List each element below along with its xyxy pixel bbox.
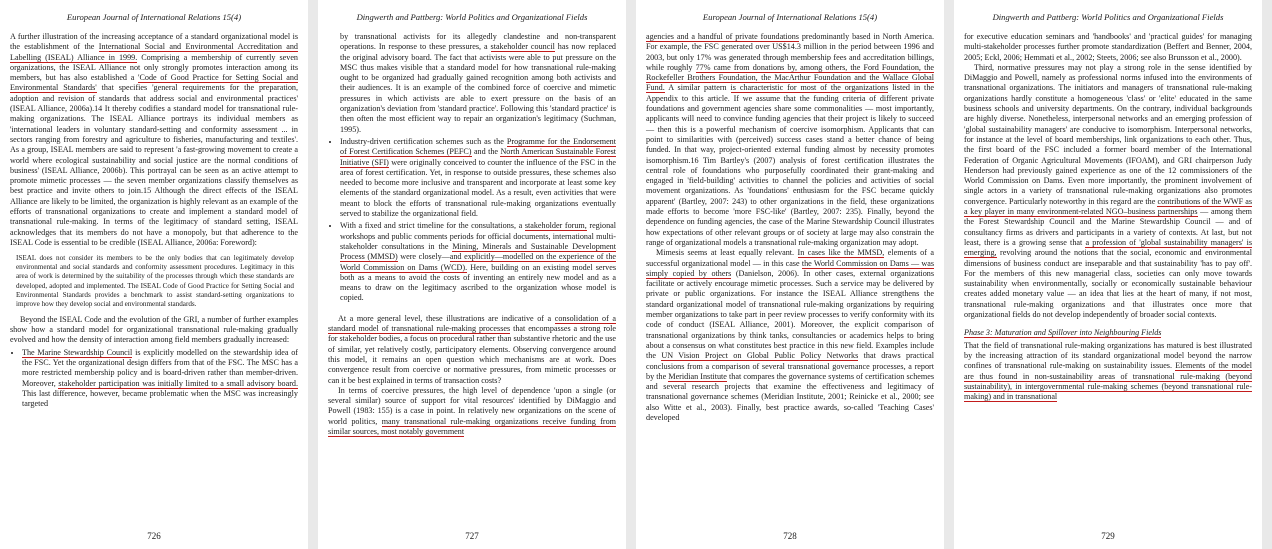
highlight: stakeholder council (490, 42, 555, 52)
paragraph: In terms of coercive pressures, the high level of dependence 'upon a single (or several similar) source of support for vital resources' identified by DiMaggio and Powell (1983: 155) is a case in point. In relatively new organizations on the scene of world politics, many transnational rule-making organizations receive funding from similar sources, most notably government (328, 385, 616, 436)
page-729 (954, 0, 1262, 549)
page-726 (0, 0, 308, 549)
highlight: consolidation of a standard model of transnational rule-making processes (328, 313, 616, 334)
highlight: International Social and Environmental Accreditation and Labelling (ISEAL) Alliance in 1999. (10, 42, 298, 62)
bullet-list (10, 348, 298, 410)
body-text (646, 32, 934, 423)
body-text (328, 32, 616, 437)
running-header: Dingwerth and Pattberg: World Politics and Organizational Fields (992, 12, 1224, 22)
list-item: • With a fixed and strict timeline for the consultations, a stakeholder forum, regional workshops and public comments periods for official documents, international multi-stakeholder consultations in the Mining, Minerals and Sustainable Development Process (MMSD) were closely—and explicitly—modelled on the experience of the World Commission on Dams (WCD). Here, building on an existing model serves both as a means to avoid the costs of inventing an entirely new model and as a means to draw on the legitimacy ascribed to the organization whose model is copied. (340, 221, 616, 303)
highlight: In cases like the MMSD, (797, 248, 885, 258)
running-header: Dingwerth and Pattberg: World Politics and Organizational Fields (356, 12, 588, 22)
highlight: is characteristic for most of the organizations (730, 83, 889, 93)
highlight: North American Sustainable Forest Initiative (SFI) (340, 147, 616, 167)
paragraph: by transnational activists for its allegedly clandestine and non-transparent operations. In response to these pressures, a stakeholder council has now replaced the original advisory board. The fact that activists were able to put pressure on the MSC thus makes visible that a standard model for how transnational rule-making ought to be organized had gradually gained recognition among both activists and their audiences. It is an example of the combined force of coercive and mimetic pressures in which activists are able to exert pressure on the basis of an organization's deviation from 'standard practice'. Following this 'standard practice' is then often the most efficient way to repair an organization's legitimacy (Suchman, 1995). (340, 32, 616, 134)
highlight: and explicitly—modelled on the experience of the World Commission on Dams (WCD). (340, 252, 616, 272)
page-number: 727 (465, 531, 479, 541)
page-728 (636, 0, 944, 549)
page-727 (318, 0, 626, 549)
highlight: a profession of 'global sustainability managers' is emerging, (964, 237, 1252, 258)
highlight: Mining, Minerals and Sustainable Development Process (MMSD) (340, 241, 616, 262)
paragraph: Mimesis seems at least equally relevant. In cases like the MMSD, elements of a successful organizational model — in this case the World Commission on Dams — was simply copied by others (Danielson, 2006). In other cases, external organizations facilitate or actively encourage mimetic processes. Such a service may be delivered by private or public organizations. For instance the ISEAL Alliance strengthens the standard organizational model of transnational rule-making organizations by requiring member organizations to take part in peer review processes to verify conformity with its code of conduct (ISEAL Alliance, 2001). Moreover, the explicit comparison of transnational organizations by think tanks, consultancies or academics helps to bring about a consensus on what constitutes best practice in this new field. Examples include the UN Vision Project on Global Public Policy Networks that draws practical conclusions from a comparison of several transnational governance processes, a report by the Meridian Institute that compares the governance systems of certification schemes and several research projects that examine the effectiveness and legitimacy of transnational governance schemes (Meridian Institute, 2001; Reinicke et al., 2000; see also Witte et al., 2003). Finally, best practice awards, so-called 'Teaching Cases' developed (646, 248, 935, 422)
highlight: many transnational rule-making organizations receive funding from similar sources, most notably government (328, 416, 616, 436)
page-number: 729 (1101, 531, 1115, 541)
highlight: Programme for the Endorsement of Forest Certification Schemes (PEFC) (340, 136, 616, 157)
body-text (10, 32, 298, 409)
paragraph: Beyond the ISEAL Code and the evolution of the GRI, a number of further examples show how a standard model for organizational transnational rule-making gradually evolved and how the density of interaction among field members gradually increased: (10, 314, 298, 345)
highlight: The Marine Stewardship Council (22, 347, 133, 357)
highlight: the World Commission on Dams — was simply copied by others (646, 258, 935, 278)
paragraph: agencies and a handful of private foundations predominantly based in North America. For example, the FSC generated over US$14.3 million in the period between 1996 and 2003, but only 17% was generated through membership fees and accreditation billings, while roughly 77% came from donations by, among others, the Ford Foundation, the Rockefeller Brothers Foundation, the MacArthur Foundation and the Wallace Global Fund. A similar pattern is characteristic for most of the organizations listed in the Appendix to this article. If we assume that the funding criteria of different private foundations and government agencies share some commonalities — most importantly, applicants will need to convince funding agencies that their project is likely to succeed — then this is a powerful mechanism of coercive isomorphism. Applicants that can point to similarities with (perceived) success cases stand a better chance of being funded. In that way, project-oriented external funding almost by necessity promotes isomorphism.16 Tim Bartley's (2007) analysis of forest certification illustrates the central role of foundations who purposefully coordinated their grant-making and engaged in 'field-building' activities to channel the policies and activities of social movement organizations. As 'foundations' enthusiasm for the FSC became quickly apparent' (Bartley, 2007: 243) to other organizations in the field, these organizations made efforts to become 'more FSC-like' (Bartley, 2007: 235). Finally, beyond the dependence on funding agencies, the case of the Marine Stewardship Council illustrates how expectations of other relevant groups or of society at large may also constrain the range of organizational models a transnational rule-making organization may adopt. (646, 32, 934, 247)
running-header: European Journal of International Relations 15(4) (702, 12, 878, 22)
paragraph: That the field of transnational rule-making organizations has matured is best illustrated by the increasing attraction of its standard organizational model beyond the narrow confines of transnational rule-making on sustainability issues. Elements of the model are thus found in non-sustainability areas of transnational rule-making (beyond sustainability), in intergovernmental rule-making schemes (beyond transnational rule-making) and in transnational (964, 340, 1252, 402)
highlight: stakeholder participation was initially limited to a small advisory board. (58, 378, 298, 388)
page-number: 728 (783, 531, 797, 541)
highlight: UN Vision Project on Global Public Policy Networks (661, 351, 859, 361)
section-heading: Phase 3: Maturation and Spillover into Neighbouring Fields (964, 328, 1162, 338)
paragraph: Third, normative pressures may not play a strong role in the sense identified by DiMaggio and Powell, namely as professional norms infused into the environments of transnational organizations. The initiators and managers of transnational rule-making organizations hardly constitute a homogeneous 'class' or 'elite' educated in the same business schools and university departments. On the contrary, individual backgrounds are highly diverse. Nonetheless, interpersonal networks and an emerging profession of 'global sustainability managers' are conducive to isomorphism. Interpersonal networks, for instance at the level of board memberships, link organizations to each other. Thus, the first board of the FSC included a former board member of the International Federation of Organic Agricultural Movements (IFOAM), and GRI chairperson Judy Henderson had previously gained experience as one of the 12 commissioners of the World Commission on Dams. Even more importantly, the prominent involvement of single actors in a variety of transnational rule-making organizations also promotes convergence. Particularly noteworthy in this regard are the contributions of the WWF as a key player in many environment-related NGO–business partnerships — among them the Forest Stewardship Council and the Marine Stewardship Council — and of consultancy firms as drivers and participants in a variety of contexts. At last, but not least, there is a growing sense that a profession of 'global sustainability managers' is emerging, revolving around the notions that the social, economic and environmental dimensions of business conduct are inseparable and that sustainability 'has to pay off'. For the members of this new managerial class, societies can only move towards sustainability when environmentally, socially or economically sustainable behaviour creates added monetary value — an idea that lies at the heart of many, if not most, transnational rule-making organizations and that illustrates once more that organizational fields do not develop independently of broader social contexts. (964, 62, 1252, 320)
bullet-list (328, 137, 616, 304)
running-header: European Journal of International Relations 15(4) (66, 12, 242, 22)
highlight: Elements of the model are thus found in non-sustainability areas of transnational rule-making (beyond sustainability), in intergovernmental rule-making schemes (beyond transnational rule-making) and in transnational (964, 361, 1252, 402)
highlight: contributions of the WWF as a key player in many environment-related NGO–business partnerships (964, 196, 1252, 217)
highlight: agencies and a handful of private foundations (646, 32, 799, 41)
paragraph: At a more general level, these illustrations are indicative of a consolidation of a standard model of transnational rule-making processes that encompasses a strong role for stakeholder bodies, a focus on procedural rather than substantive rhetoric and the use of similar, yet relatively costly, participatory elements. Observing convergence around this model, it remains an open question which mechanisms are at work. Does convergence result from coercive or normative pressures, from mimetic processes or can it be best explained in terms of transaction costs? (328, 313, 616, 385)
list-item: • The Marine Stewardship Council is explicitly modelled on the stewardship idea of the FSC. Yet the organizational design differs from that of the FSC. The MSC has a more restricted membership policy and is board-driven rather than member-driven. Moreover, stakeholder participation was initially limited to a small advisory board. This last difference, however, became problematic when the MSC was increasingly targeted (22, 348, 298, 410)
paragraph: for executive education seminars and 'handbooks' and 'practical guides' for managing multi-stakeholder processes further promote standardization (Beffert and Benner, 2004, 2005; Eckl, 2006; Hemmati et al., 2002; Steets, 2006; see also Brunsson et al., 2000). (964, 32, 1252, 62)
list-item: • Industry-driven certification schemes such as the Programme for the Endorsement of Forest Certification Schemes (PEFC) and the North American Sustainable Forest Initiative (SFI) were originally conceived to counter the influence of the FSC in the area of forest certification. Yet, in response to outside pressures, these schemes also needed to become more inclusive and transparent and incorporate at least some key elements of the standard organizational model. As a result, even activities that were meant to block the efforts of transnational rule-making organizations eventually served to stabilize the organizational field. (340, 137, 616, 219)
page-number: 726 (147, 531, 161, 541)
body-text (964, 32, 1252, 402)
highlight: stakeholder forum, (524, 221, 587, 231)
highlight: Meridian Institute (668, 371, 727, 381)
paragraph: A further illustration of the increasing acceptance of a standard organizational model is the establishment of the International Social and Environmental Accreditation and Labelling (ISEAL) Alliance in 1999. Comprising a membership of currently seven organizations, the ISEAL Alliance not only strongly promotes interaction among its members, but has also established a 'Code of Good Practice for Setting Social and Environmental Standards' that specifies 'general requirements for the preparation, adoption and revision of standards that address social and environmental practices' (ISEAL Alliance, 2006a).14 It thereby codifies a standard model for transnational rule-making organizations. The ISEAL Alliance portrays its individual members as 'international leaders in voluntary standard-setting and conformity assessment ... in sectors ranging from forestry and agriculture to fisheries, manufacturing and textiles'. As a group, ISEAL members are said to represent 'a fast-growing movement to create a world where ecological sustainability and social justice are the normal conditions of business' (ISEAL Alliance, 2006b). This portrayal can be seen as an active attempt to promote mimetic processes — the seven member organizations classify themselves as best practice and invite others to join.15 Although the direct effects of the ISEAL Alliance are likely to be limited, the organization is highly relevant as an example of the efforts of transnational organizations to create and implement a standard model of transnational rule-making. In terms of the legitimacy of standard setting, ISEAL acknowledges that its members do not have a monopoly, but that adherence to the ISEAL Code is essential to be credible (ISEAL Alliance, 2006a: Foreword): (10, 32, 299, 247)
highlight: 77% came from donations by, among others, the Ford Foundation, the Rockefeller Brothers Foundation, the MacArthur Foundation and the Wallace Global Fund. (646, 62, 934, 93)
highlight: 'Code of Good Practice for Setting Social and Environmental Standards' (10, 73, 299, 93)
block-quote: ISEAL does not consider its members to be the only bodies that can legitimately develop environmental and social standards and conformity assessment procedures. Legitimacy in this area of work is determined by the suitability of the processes through which these standards are developed, adopted and implemented. The ISEAL Code of Good Practice for Setting Social and Environmental Standards provides a benchmark to assist standard-setting organizations to improve how they develop social and environmental standards. (16, 254, 294, 308)
